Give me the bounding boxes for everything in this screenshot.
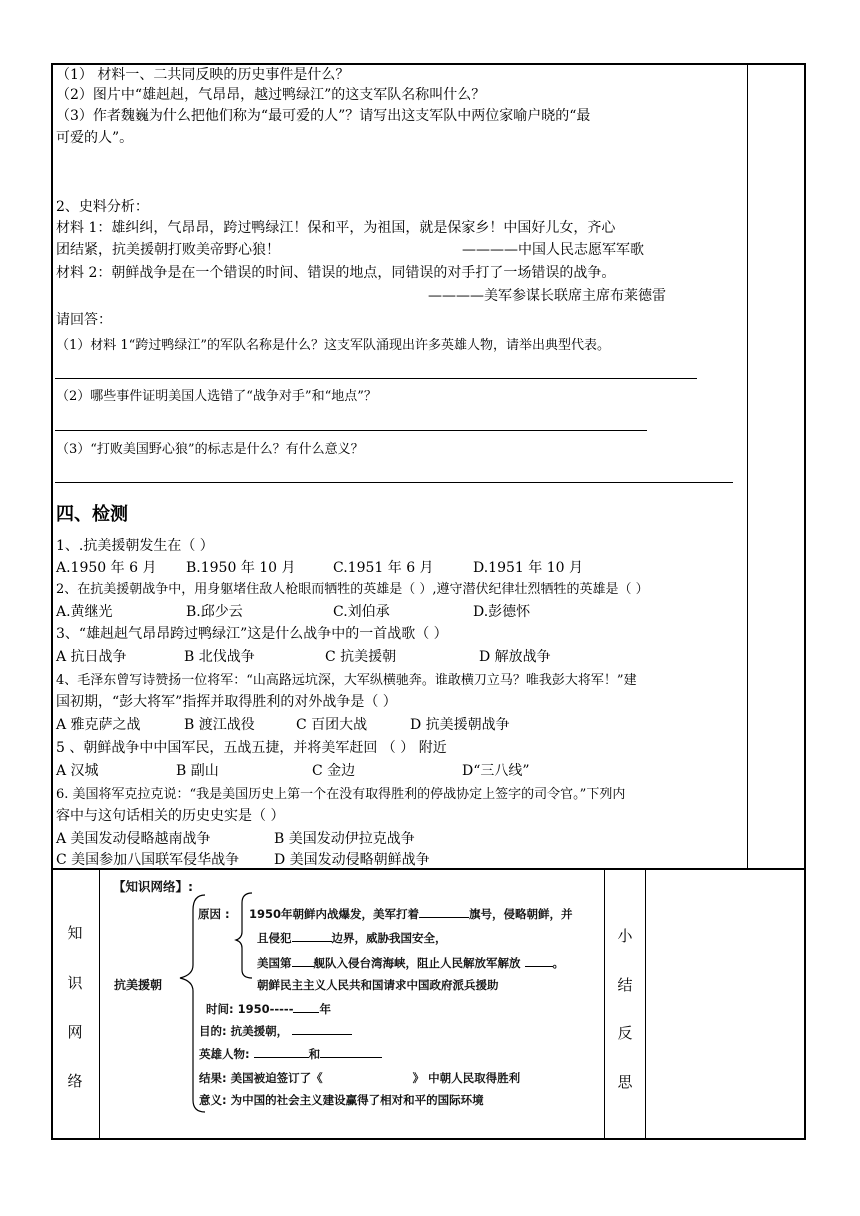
q5-option-d: D“三八线” [462,763,530,779]
test-question-4-line2: 国初期，“彭大将军”指挥并取得胜利的对外战争是（ ） [56,694,397,710]
q2-option-a: A.黄继光 [56,604,113,620]
q1-option-d: D.1951 年 10 月 [473,560,583,576]
answer-question-3: （3）“打败美国野心狼”的标志是什么？有什么意义？ [56,442,364,457]
material-1-source: ————中国人民志愿军军歌 [462,242,644,258]
section-heading-test: 四、检测 [56,504,128,525]
goal-line: 目的: 抗美援朝， [199,1023,352,1039]
material-2-source: ————美军参谋长联席主席布莱德雷 [428,288,666,304]
material-1-line1: 材料 1：雄纠纠，气昂昂，跨过鸭绿江！保和平，为祖国，就是保家乡！中国好儿女，齐心 [56,220,616,236]
blank-border [292,930,332,942]
q2-option-b: B.邱少云 [186,604,243,620]
q6-option-b: B 美国发动伊拉克战争 [274,831,415,847]
q5-option-b: B 副山 [176,763,219,779]
time-line: 时间: 1950----- 年 [206,1002,331,1016]
q5-option-a: A 汉城 [56,763,99,779]
cause-line-2: 且侵犯 边界，威胁我国安全， [257,931,447,945]
answer-question-1: （1）材料 1“跨过鸭绿江”的军队名称是什么？这支军队涌现出许多英雄人物，请举出典型代表。 [56,338,610,353]
q1-option-a: A.1950 年 6 月 [56,560,157,576]
cause-label: 原因 : [198,907,230,921]
label-wang: 网 [67,1023,83,1041]
blank-year [293,1001,319,1013]
q2-option-d: D.彭德怀 [473,604,531,620]
q6-option-d: D 美国发动侵略朝鲜战争 [274,852,430,868]
answer-prompt: 请回答： [56,312,112,328]
blank-liberate [525,955,553,967]
q1-option-b: B.1950 年 10 月 [186,560,296,576]
test-question-6-line2: 容中与这句话相关的历史史实是（ ） [56,808,285,824]
q4-option-b: B 渡江战役 [184,717,255,733]
test-question-1: 1、.抗美援朝发生在（ ） [56,538,214,554]
blank-fleet [292,955,314,967]
label-fan: 反 [617,1024,633,1042]
q4-option-c: C 百团大战 [296,717,368,733]
q3-option-b: B 北伐战争 [184,649,255,665]
test-question-5: 5 、朝鲜战争中中国军民，五战五捷，并将美军赶回 （ ） 附近 [56,740,447,756]
test-question-2: 2、在抗美援朝战争中，用身躯堵住敌人枪眼而牺牲的英雄是（ ）,遵守潜伏纪律壮烈牺牲的英雄是（ ） [56,582,649,597]
q4-option-d: D 抗美援朝战争 [410,717,510,733]
label-shi: 识 [67,974,83,992]
answer-question-2: （2）哪些事件证明美国人选错了“战争对手”和“地点”？ [56,389,377,404]
blank-hero-1 [254,1046,309,1058]
label-zhi: 知 [67,924,83,942]
network-title: 【知识网络】: [113,879,193,894]
q3-option-c: C 抗美援朝 [325,649,397,665]
q3-option-d: D 解放战争 [479,649,551,665]
q3-option-a: A 抗日战争 [56,649,127,665]
question-2: （2）图片中“雄赳赳，气昂昂，越过鸭绿江”的这支军队名称叫什么？ [56,87,486,103]
material-1-line2: 团结紧，抗美援朝打败美帝野心狼！ [56,242,280,258]
label-jie: 结 [617,976,633,994]
network-topic: 抗美援朝 [114,978,163,992]
blank-goal [292,1023,352,1035]
label-luo: 络 [67,1072,83,1090]
label-si: 思 [617,1073,633,1091]
label-xiao: 小 [617,927,633,945]
test-question-6-line1: 6. 美国将军克拉克说：“我是美国历史上第一个在没有取得胜利的停战协定上签字的司令官。”下列内 [56,787,626,802]
q1-option-c: C.1951 年 6 月 [333,560,434,576]
cause-line-1: 1950年朝鲜内战爆发，美军打着 旗号，侵略朝鲜，并 [249,907,573,921]
analysis-title: 2、史料分析： [56,199,149,215]
result-line: 结果: 美国被迫签订了《 》 中朝人民取得胜利 [199,1071,521,1085]
heroes-line: 英雄人物: 和 [199,1046,382,1062]
test-question-4-line1: 4、毛泽东曾写诗赞扬一位将军：“山高路远坑深，大军纵横驰奔。谁敢横刀立马？唯我彭大将军！”建 [56,673,637,688]
q2-option-c: C.刘伯承 [333,604,390,620]
question-1: （1） 材料一、二共同反映的历史事件是什么？ [56,67,350,83]
question-3-line2: 可爱的人”。 [56,130,134,146]
q6-option-a: A 美国发动侵略越南战争 [56,831,211,847]
blank-flag [419,906,469,918]
test-question-3: 3、“雄赳赳气昂昂跨过鸭绿江”这是什么战争中的一首战歌（ ） [56,626,448,642]
q6-option-c: C 美国参加八国联军侵华战争 [56,852,240,868]
cause-line-3: 美国第 舰队入侵台湾海峡，阻止人民解放军解放 。 [257,956,564,970]
blank-hero-2 [320,1046,382,1058]
q5-option-c: C 金边 [312,763,356,779]
cause-line-4: 朝鲜民主主义人民共和国请求中国政府派兵援助 [257,978,499,992]
material-2: 材料 2：朝鲜战争是在一个错误的时间、错误的地点，同错误的对手打了一场错误的战争。 [56,265,616,281]
q4-option-a: A 雅克萨之战 [56,717,141,733]
question-3-line1: （3）作者魏巍为什么把他们称为“最可爱的人”？请写出这支军队中两位家喻户晓的“最 [56,108,591,124]
meaning-line: 意义: 为中国的社会主义建设赢得了相对和平的国际环境 [199,1093,484,1107]
